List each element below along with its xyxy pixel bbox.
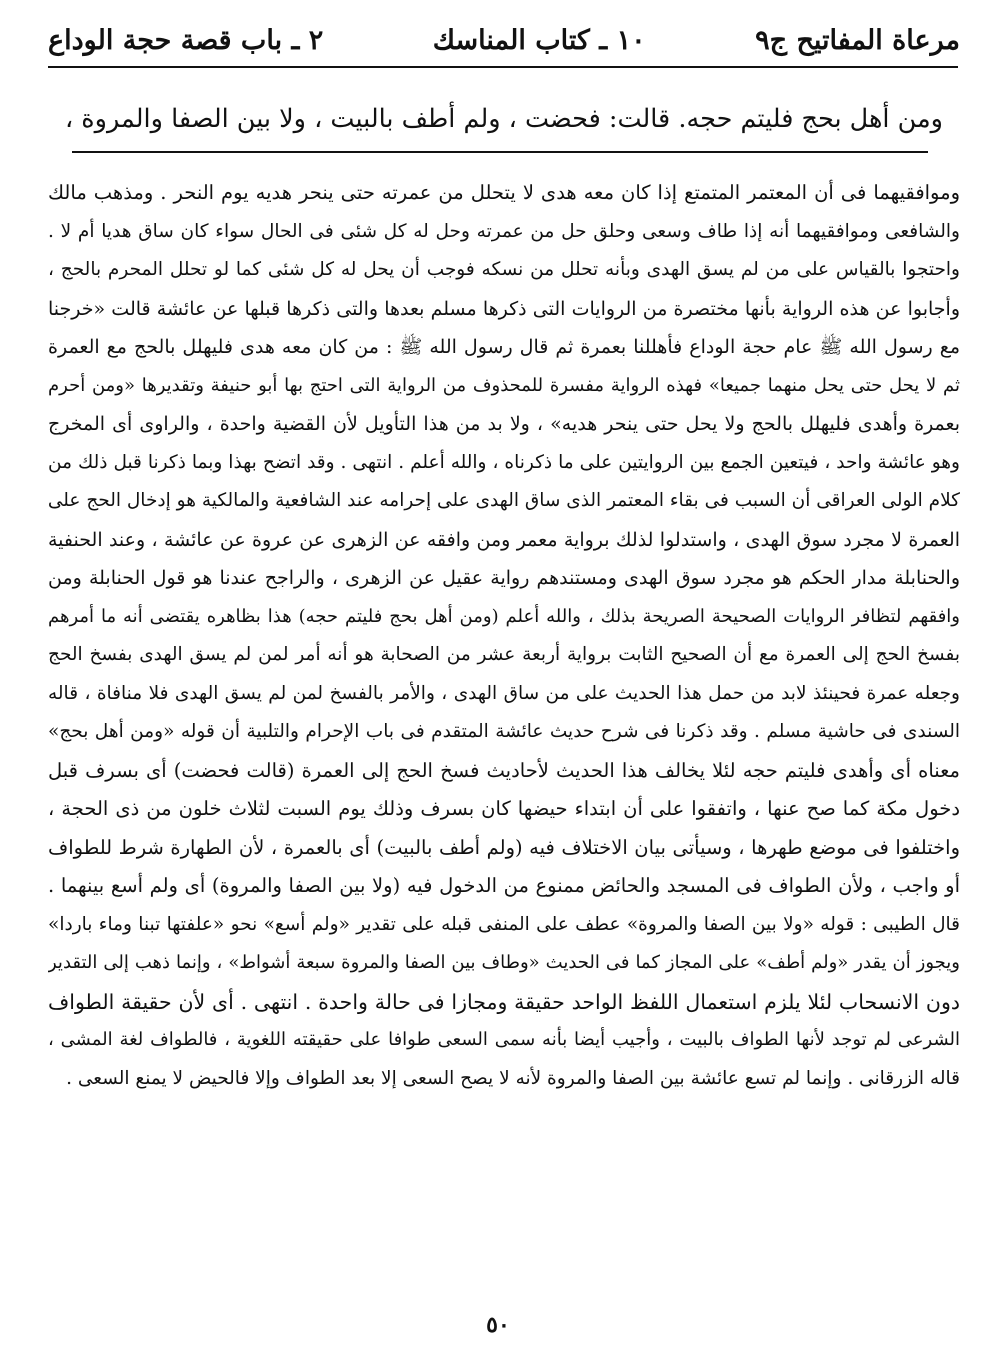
commentary-line: وافقهم لتظافر الروايات الصحيحة الصريحة بذلك ، والله أعلم (ومن أهل بحج فليتم حجه) هذا بظاهره يقتضى أنه ما أمرهم xyxy=(48,605,960,627)
commentary-line: دون الانسحاب لئلا يلزم استعمال اللفظ الواحد حقيقة ومجازا فى حالة واحدة . انتهى . أى لأن حقيقة الطواف xyxy=(48,989,960,1014)
header-chapter: ١٠ ـ كتاب المناسك xyxy=(432,24,646,56)
commentary-line: وهو عائشة واحد ، فيتعين الجمع بين الروايتين على ما ذكرناه ، والله أعلم . انتهى . وقد اتضح بهذا وبما ذكرنا قبل ذلك من xyxy=(48,451,960,473)
commentary-line: واحتجوا بالقياس على من لم يسق الهدى وبأنه تحلل من نسكه فوجب أن يحل له كل شئى كما لو تحلل المحرم بالحج ، xyxy=(48,259,960,280)
header-book-title: مرعاة المفاتيح ج٩ xyxy=(755,24,960,56)
commentary-line: ويجوز أن يقدر «ولم أطف» على المجاز كما فى الحديث «وطاف بين الصفا والمروة سبعة أشواط» ، وإنما ذهب إلى التقدير xyxy=(48,952,960,973)
commentary-line: قاله الزرقانى . وإنما لم تسع عائشة بين الصفا والمروة لأنه لا يصح السعى إلا بعد الطواف وإلا فالحيض لا يمنع السعى . xyxy=(66,1067,960,1089)
commentary-line: قال الطيبى : قوله «ولا بين الصفا والمروة» عطف على المنفى قبله على تقدير «ولم أسع» نحو «علفتها تبنا وماء باردا» xyxy=(48,913,960,935)
commentary-line: وجعله عمرة فحينئذ لابد من حمل هذا الحديث على من ساق الهدى ، والأمر بالفسخ لمن لم يسق الهدى فلا منافاة ، قاله xyxy=(48,682,960,704)
commentary-line: والشافعى وموافقيهما أنه إذا طاف وسعى وحلق حل من عمرته وحل له كل شئى فى الحال سواء كان ساق هديا أم لا . xyxy=(48,220,960,242)
hadith-text: ومن أهل بحج فليتم حجه. قالت: فحضت ، ولم أطف بالبيت ، ولا بين الصفا والمروة ، xyxy=(64,104,944,134)
commentary-line: دخول مكة كما صح عنها ، واتفقوا على أن ابتداء حيضها كان بسرف وذلك يوم السبت لثلاث خلون من ذى الحجة ، xyxy=(48,797,960,820)
text-separator-rule xyxy=(72,151,928,153)
commentary-line: بفسخ الحج إلى العمرة مع أن الصحيح الثابت برواية أربعة عشر من الصحابة هو أنه أمر لمن لم يسق الهدى بفسخ الحج xyxy=(48,644,960,665)
commentary-line: مع رسول الله ﷺ عام حجة الوداع فأهللنا بعمرة ثم قال رسول الله ﷺ : من كان معه هدى فليهلل بالحج مع العمرة xyxy=(48,336,960,358)
running-header xyxy=(48,18,960,62)
commentary-line: العمرة لا مجرد سوق الهدى ، واستدلوا لذلك برواية معمر ومن وافقه عن الزهرى عن عروة عن عائشة ، وعند الحنفية xyxy=(48,528,960,551)
commentary-line: السندى فى حاشية مسلم . وقد ذكرنا فى شرح حديث عائشة المتقدم فى باب الإحرام والتلبية أن قوله «ومن أهل بحج» xyxy=(48,721,960,742)
commentary-line: بعمرة وأهدى فليهلل بالحج ولا يحل حتى ينحر هديه» ، ولا بد من هذا التأويل لأن القضية واحدة ، والراوى أى المخرج xyxy=(48,413,960,435)
commentary-line: ثم لا يحل حتى يحل منهما جميعا» فهذه الرواية مفسرة للمحذوف من الرواية التى احتج بها أبو حنيفة وتقديرها «ومن أحرم xyxy=(48,374,960,396)
page-number: ٥٠ xyxy=(486,1312,510,1338)
commentary-line: والحنابلة مدار الحكم هو مجرد سوق الهدى ومستندهم رواية عقيل عن الزهرى ، والراجح عندنا هو قول الحنابلة ومن xyxy=(48,567,960,589)
commentary-line: الشرعى لم توجد لأنها الطواف بالبيت ، وأجيب أيضا بأنه سمى السعى طوافا على حقيقته اللغوية ، فالطواف لغة المشى ، xyxy=(48,1029,960,1050)
commentary-line: معناه أى وأهدى فليتم حجه لئلا يخالف هذا الحديث لأحاديث فسخ الحج إلى العمرة (قالت فحضت) أى بسرف قبل xyxy=(48,758,960,782)
commentary-line: واختلفوا فى موضع طهرها ، وسيأتى بيان الاختلاف فيه (ولم أطف بالبيت) أى بالعمرة ، لأن الطهارة شرط للطواف xyxy=(48,835,960,859)
header-section: ٢ ـ باب قصة حجة الوداع xyxy=(48,24,324,56)
commentary xyxy=(48,174,960,1098)
commentary-line: كلام الولى العراقى أن السبب فى بقاء المعتمر الذى ساق الهدى على إحرامه عند الشافعية والمالكية هو إدخال الحج على xyxy=(48,490,960,511)
header-rule xyxy=(48,66,958,68)
commentary-line: أو واجب ، ولأن الطواف فى المسجد والحائض ممنوع من الدخول فيه (ولا بين الصفا والمروة) أى ولم أسع بينهما . xyxy=(48,874,960,897)
commentary-line: وموافقيهما فى أن المعتمر المتمتع إذا كان معه هدى لا يتحلل من عمرته حتى ينحر هديه يوم النحر . ومذهب مالك xyxy=(48,181,960,204)
commentary-line: وأجابوا عن هذه الرواية بأنها مختصرة من الروايات التى ذكرها مسلم بعدها والتى ذكرها قبلها عن عائشة قالت «خرجنا xyxy=(48,297,960,320)
